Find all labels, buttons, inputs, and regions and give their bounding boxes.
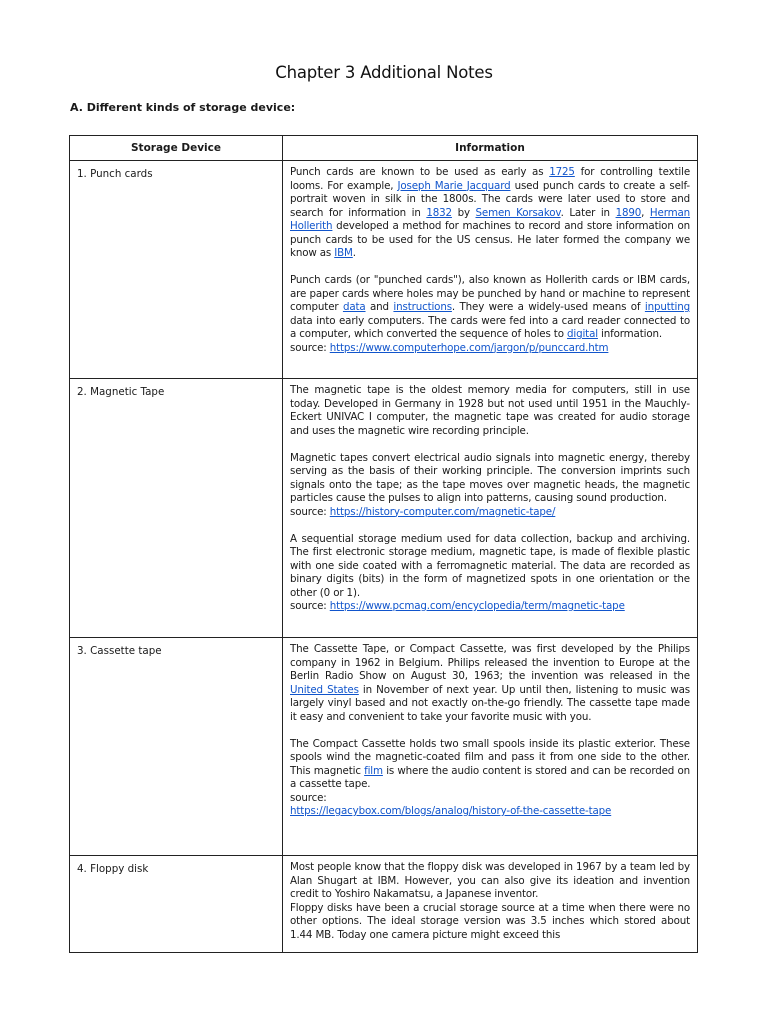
link-digital[interactable]: digital (566, 328, 598, 340)
info-cell (283, 161, 698, 379)
link-herman-hollerith[interactable]: Herman Hollerith (290, 206, 691, 232)
link-1725[interactable]: 1725 (549, 166, 575, 178)
page-title: Chapter 3 Additional Notes (275, 63, 493, 82)
link-ibm[interactable]: IBM (334, 247, 353, 259)
paragraph: Most people know that the floppy disk was developed in 1967 by a team led by Alan Shugart at IBM. However, you can also give its ideation and invention credit to Yoshiro Nakamatsu, a Japanese inventor. (290, 861, 690, 900)
link-united-states[interactable]: United States (290, 683, 359, 696)
paragraph: Floppy disks have been a crucial storage source at a time when there were no other options. The ideal storage version was 3.5 inches which stored about 1.44 MB. Today one camera picture might exceed this (290, 901, 690, 941)
info-cell (283, 856, 698, 953)
table-header-row (70, 136, 698, 161)
source-link[interactable]: https://www.pcmag.com/encyclopedia/term/magnetic-tape (329, 600, 625, 612)
paragraph: Punch cards are known to be used as early as 1725 for controlling textile looms. For example, Joseph Marie Jacquard used punch cards to create a self-portrait woven in silk in the 1800s. The cards were later used to store and search for information in 1832 by Semen Korsakov. Later in 1890, Herman Hollerith developed a method for machines to record and store information on punch cards to be used for the US census. He later formed the company we know as IBM. (290, 166, 691, 259)
header-information: Information (283, 136, 698, 161)
table-row (70, 856, 698, 953)
link-1832[interactable]: 1832 (426, 206, 452, 219)
storage-device-table (69, 135, 698, 953)
paragraph: The magnetic tape is the oldest memory media for computers, still in use today. Developed in Germany in 1928 but not used until 1951 in the Mauchly-Eckert UNIVAC I computer, the magnetic tape was created for audio storage and uses the magnetic wire recording principle. (290, 384, 690, 437)
device-cell: 2. Magnetic Tape (70, 379, 283, 638)
paragraph: The Compact Cassette holds two small spools inside its plastic exterior. These spools wind the magnetic-coated film and pass it from one side to the other. This magnetic film is where the audio content is stored and can be recorded on a cassette tape. source: https://legacybox.com/blogs/analog/history-of-the-cassette-tape (290, 737, 690, 817)
info-cell (283, 379, 698, 638)
paragraph: A sequential storage medium used for data collection, backup and archiving. The first electronic storage medium, magnetic tape, is made of flexible plastic with one side coated with a ferromagnetic material. The data are recorded as binary digits (bits) in the form of magnetized spots in one orientation or the other (0 or 1). source: https://www.pcmag.com/encyclopedia/term/magnetic-tape (290, 532, 690, 612)
paragraph: The Cassette Tape, or Compact Cassette, was first developed by the Philips company in 1962 in Belgium. Philips released the invention to Europe at the Berlin Radio Show on August 30, 1963; the invention was released in the United States in November of next year. Up until then, listening to music was largely vinyl based and not exactly on-the-go friendly. The cassette tape made it easy and convenient to take your favorite music with you. (290, 643, 691, 723)
link-data[interactable]: data (342, 301, 366, 313)
source-link[interactable]: https://legacybox.com/blogs/analog/history-of-the-cassette-tape (290, 805, 612, 817)
link-1890[interactable]: 1890 (615, 206, 642, 219)
link-joseph-marie-jacquard[interactable]: Joseph Marie Jacquard (397, 179, 511, 192)
link-inputting[interactable]: inputting (644, 301, 690, 313)
device-cell: 1. Punch cards (70, 161, 283, 379)
device-cell: 3. Cassette tape (70, 638, 283, 856)
table-row (70, 638, 698, 856)
clipped-text (290, 861, 690, 943)
device-cell: 4. Floppy disk (70, 856, 283, 953)
table-row (70, 161, 698, 379)
link-instructions[interactable]: instructions (393, 301, 452, 313)
header-storage-device: Storage Device (70, 136, 283, 161)
paragraph: Punch cards (or "punched cards"), also known as Hollerith cards or IBM cards, are paper cards where holes may be punched by hand or machine to represent computer data and instructions. They were a widely-used means of inputting data into early computers. The cards were fed into a card reader connected to a computer, which converted the sequence of holes to digital information. source: https://www.computerhope.com/jargon/p/punccard.htm (290, 274, 690, 354)
info-cell (283, 638, 698, 856)
section-heading: A. Different kinds of storage device: (70, 101, 296, 114)
link-semen-korsakov[interactable]: Semen Korsakov (475, 206, 561, 219)
source-link[interactable]: https://history-computer.com/magnetic-tape/ (329, 505, 556, 518)
paragraph: Magnetic tapes convert electrical audio signals into magnetic energy, thereby serving as the basis of their working principle. The conversion imprints such signals onto the tape; as the tape moves over magnetic heads, the magnetic particles cause the pulses to align into patterns, causing sound production. source: https://history-computer.com/magnetic-tape/ (290, 451, 690, 518)
table-row (70, 379, 698, 638)
link-film[interactable]: film (364, 764, 383, 777)
source-link[interactable]: https://www.computerhope.com/jargon/p/punccard.htm (329, 341, 609, 354)
